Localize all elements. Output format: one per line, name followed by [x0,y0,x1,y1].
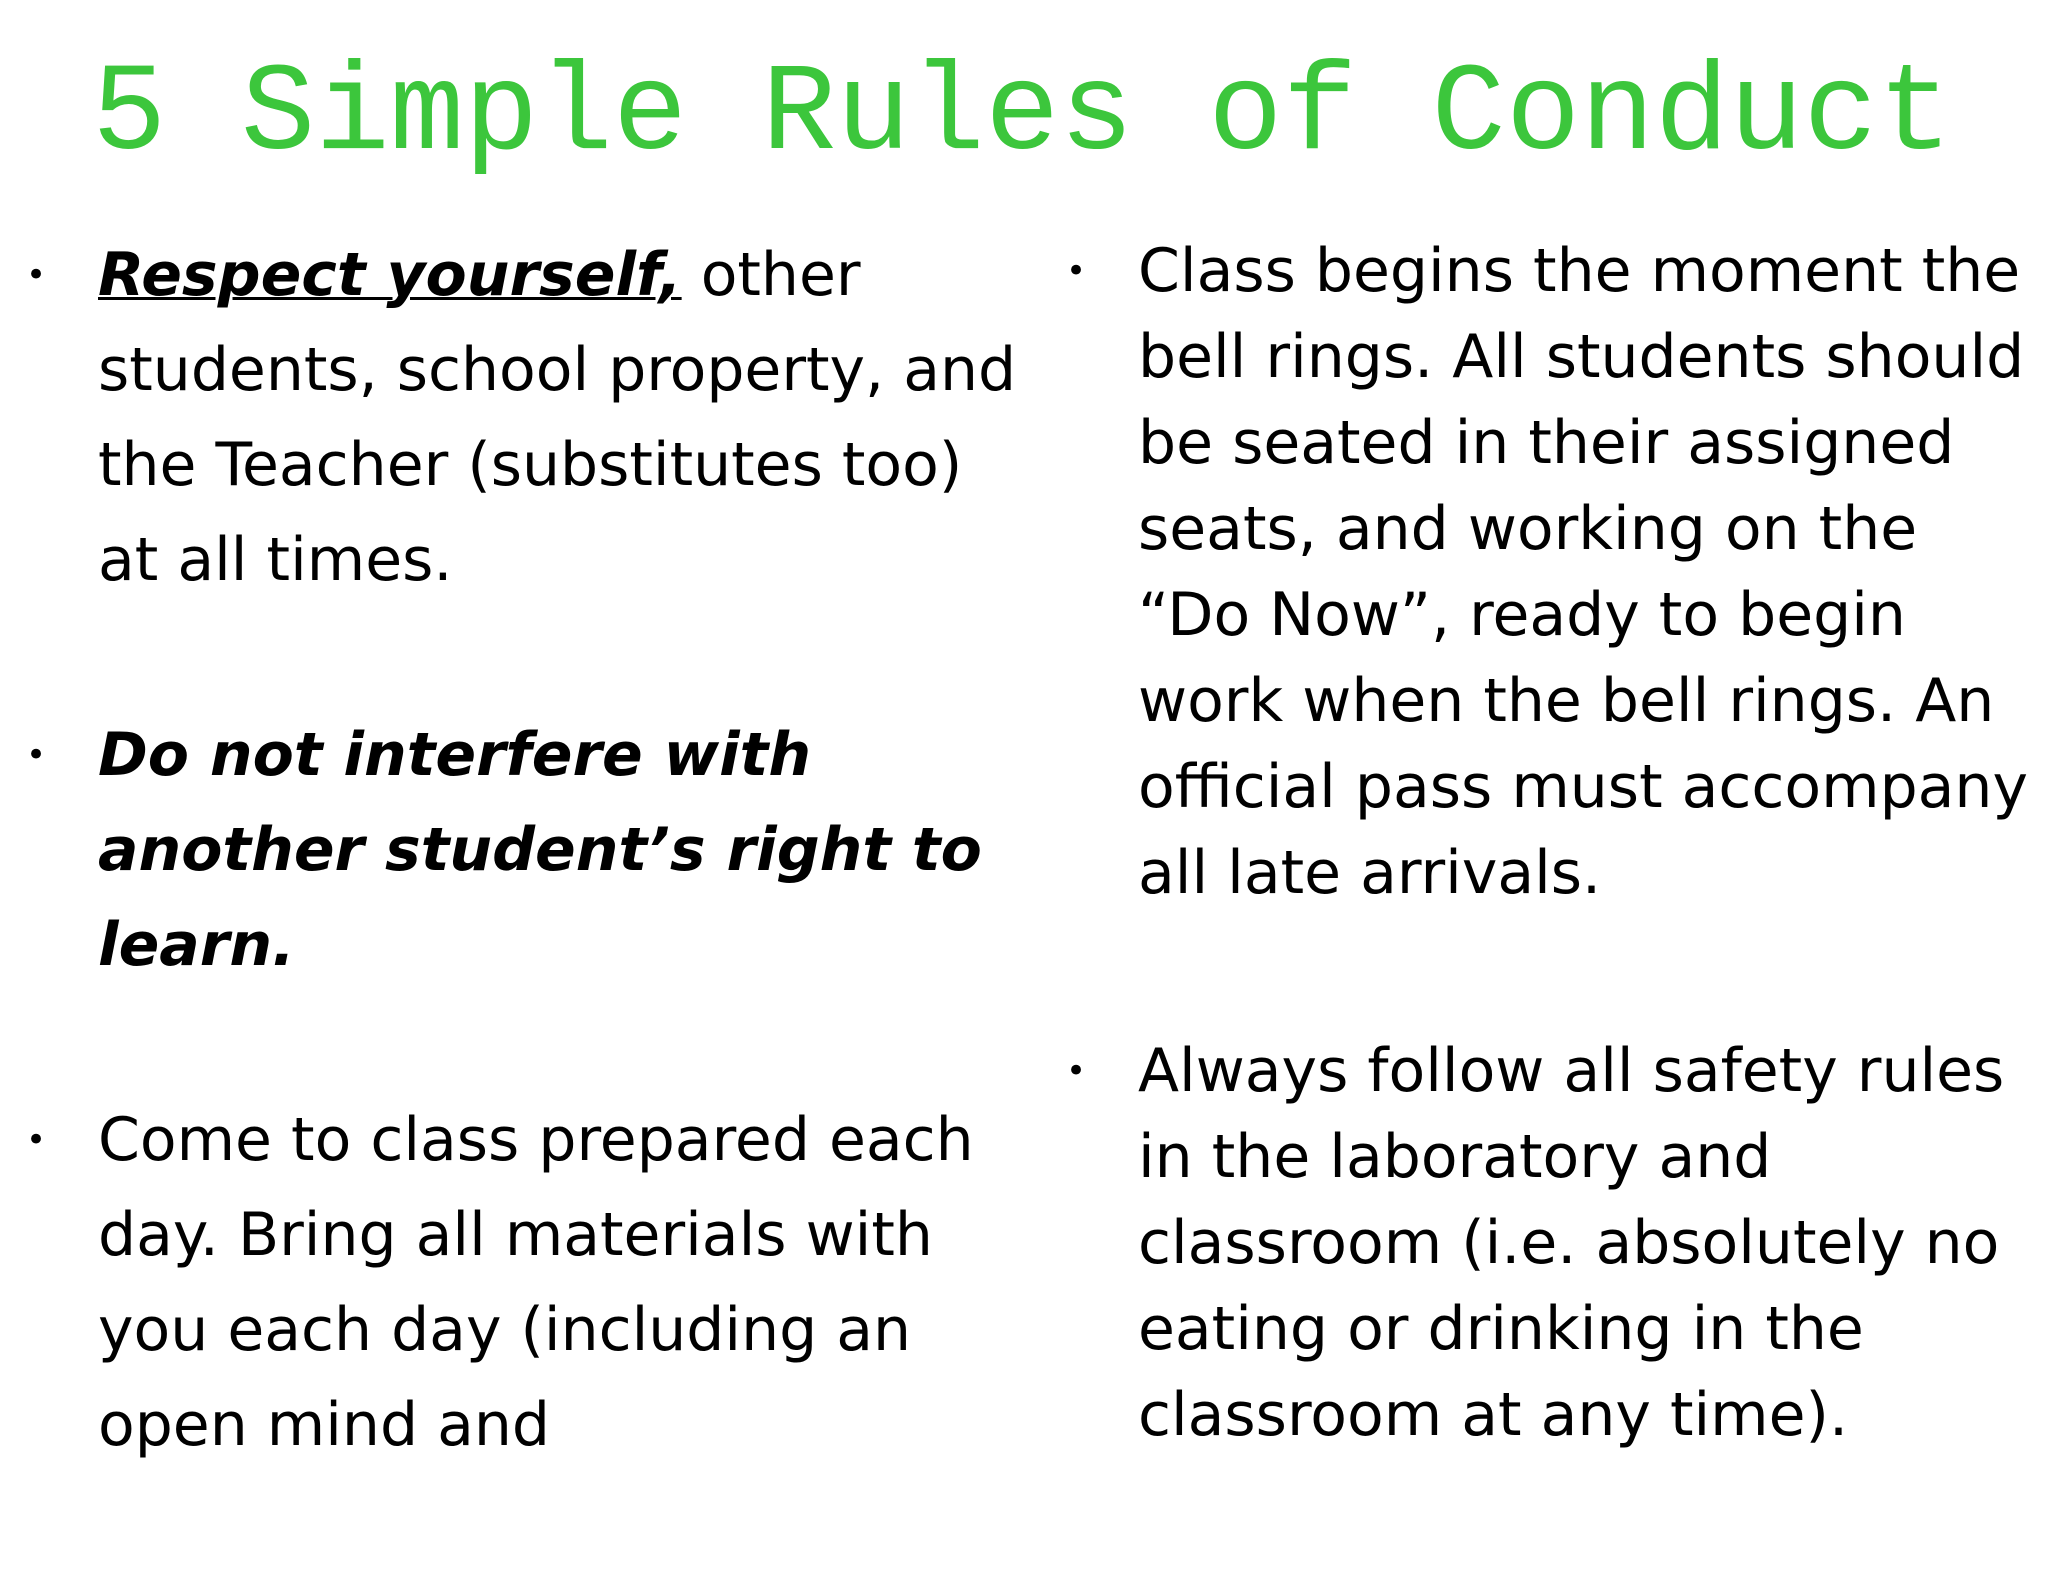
rule-respect-text [98,240,1016,595]
bullet-icon: • [26,735,47,775]
bullet-icon: • [1066,251,1087,291]
bullet-icon: • [26,1120,47,1160]
rule-come-prepared [22,1093,1032,1473]
rule-no-interference [22,708,1032,993]
rule-come-prepared-text: Come to class prepared each day. Bring all materials with you each day (including an open mind and [98,1105,974,1460]
right-rules-list [1062,228,2048,1570]
bullet-icon: • [26,255,47,295]
rule-safety [1062,1028,2048,1458]
rule-safety-text: Always follow all safety rules in the laboratory and classroom (i.e. absolutely no eating or drinking in the classroom at any time). [1138,1036,2005,1450]
rule-respect-emphasis: Respect yourself, [98,240,682,310]
slide-title: 5 Simple Rules of Conduct [92,46,1953,186]
rule-class-begins-text: Class begins the moment the bell rings. All students should be seated in their assigned seats, and working on the “Do Now”, ready to begin work when the bell rings. An official pass must accompany all late arrivals. [1138,236,2028,908]
rule-no-interference-text: Do not interfere with another student’s right to learn. [98,720,982,980]
bullet-icon: • [1066,1051,1087,1091]
rule-class-begins [1062,228,2048,916]
left-rules-list [22,228,1032,1573]
rule-respect-rest: other students, school property, and the Teacher (substitutes too) at all times. [98,240,1017,595]
rule-respect [22,228,1032,608]
